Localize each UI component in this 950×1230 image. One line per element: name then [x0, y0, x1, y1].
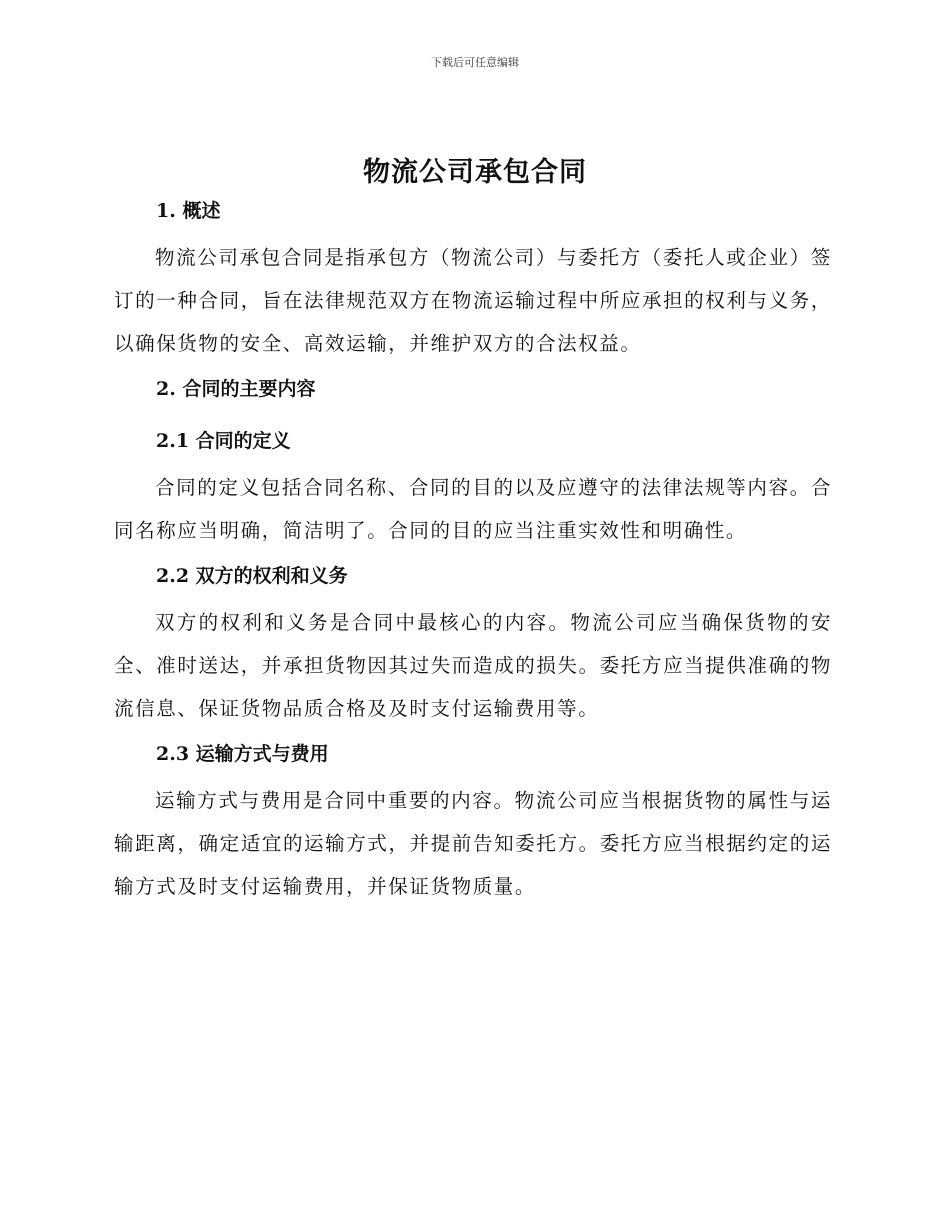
- document-title: 物流公司承包合同: [363, 157, 587, 188]
- header-note: 下载后可任意编辑: [431, 56, 519, 69]
- section-body-overview: 物流公司承包合同是指承包方（物流公司）与委托方（委托人或企业）签订的一种合同，旨在法律规范双方在物流运输过程中所应承担的权利与义务，以确保货物的安全、高效运输，并维护双方的合法权益。: [114, 246, 832, 355]
- section-heading-transport-fees: 2.3 运输方式与费用: [156, 743, 329, 765]
- section-body-rights-obligations: 双方的权利和义务是合同中最核心的内容。物流公司应当确保货物的安全、准时送达，并承担货物因其过失而造成的损失。委托方应当提供准确的物流信息、保证货物品质合格及及时支付运输费用等。: [114, 611, 832, 720]
- section-heading-main-content: 2. 合同的主要内容: [156, 378, 316, 400]
- section-body-definition: 合同的定义包括合同名称、合同的目的以及应遵守的法律法规等内容。合同名称应当明确，简洁明了。合同的目的应当注重实效性和明确性。: [114, 476, 832, 542]
- section-heading-overview: 1. 概述: [156, 200, 221, 222]
- document-body: [114, 196, 832, 908]
- section-heading-definition: 2.1 合同的定义: [156, 430, 291, 452]
- section-heading-rights-obligations: 2.2 双方的权利和义务: [156, 565, 348, 587]
- section-body-transport-fees: 运输方式与费用是合同中重要的内容。物流公司应当根据货物的属性与运输距离，确定适宜的运输方式，并提前告知委托方。委托方应当根据约定的运输方式及时支付运输费用，并保证货物质量。: [114, 789, 832, 898]
